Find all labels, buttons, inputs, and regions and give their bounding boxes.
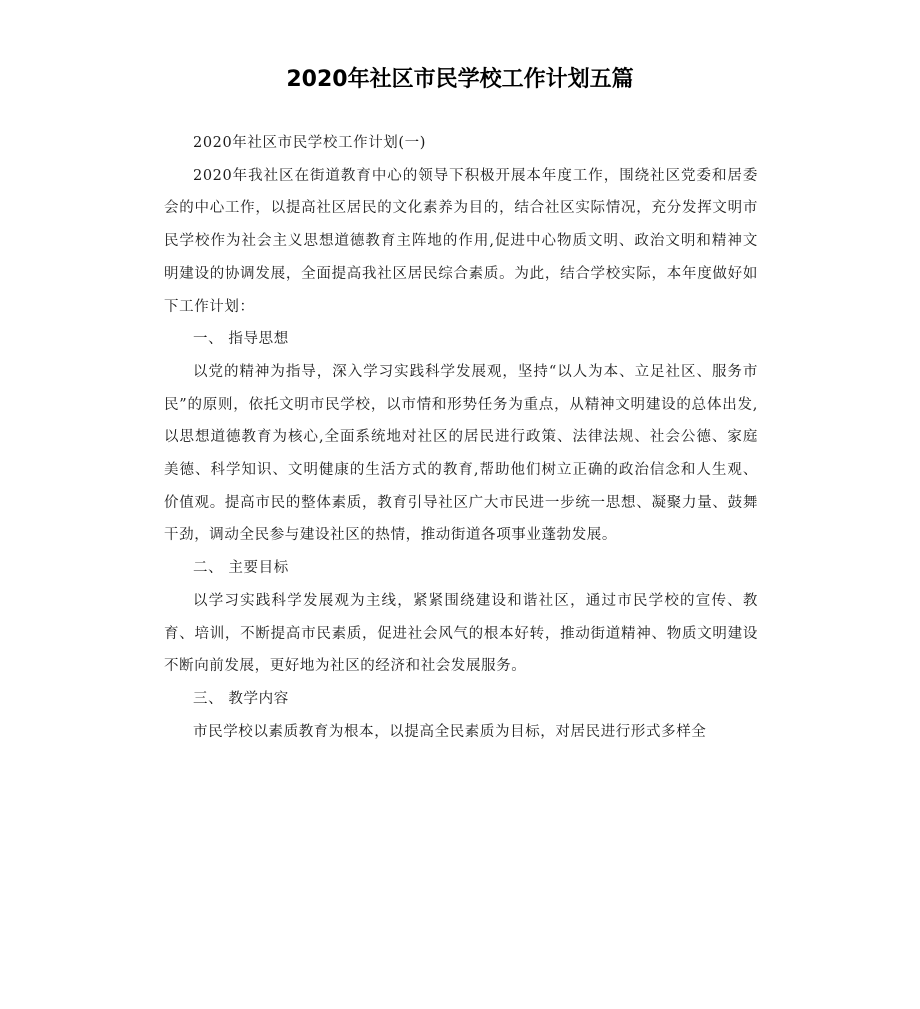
- section-subtitle: 2020年社区市民学校工作计划(一): [193, 135, 427, 151]
- section-heading-teaching-content: 三、 教学内容: [193, 690, 289, 707]
- document-title: 2020年社区市民学校工作计划五篇: [286, 67, 634, 92]
- intro-paragraph: 2020年我社区在街道教育中心的领导下积极开展本年度工作，围绕社区党委和居委会的中心工作，以提高社区居民的文化素养为目的，结合社区实际情况，充分发挥文明市民学校作为社会主义思想道德教育主阵地的作用,促进中心物质文明、政治文明和精神文明建设的协调发展，全面提高我社区居民综合素质。为此，结合学校实际，本年度做好如下工作计划：: [164, 167, 758, 315]
- section-heading-main-goals: 二、 主要目标: [193, 560, 289, 577]
- document-body: [164, 127, 758, 748]
- main-goals-paragraph: 以学习实践科学发展观为主线，紧紧围绕建设和谐社区，通过市民学校的宣传、教育、培训，不断提高市民素质，促进社会风气的根本好转，推动街道精神、物质文明建设不断向前发展，更好地为社区的经济和社会发展服务。: [164, 592, 758, 675]
- guiding-ideology-paragraph: 以党的精神为指导，深入学习实践科学发展观，坚持“以人为本、立足社区、服务市民”的原则，依托文明市民学校，以市情和形势任务为重点，从精神文明建设的总体出发,以思想道德教育为核心,全面系统地对社区的居民进行政策、法律法规、社会公德、家庭美德、科学知识、文明健康的生活方式的教育,帮助他们树立正确的政治信念和人生观、价值观。提高市民的整体素质，教育引导社区广大市民进一步统一思想、凝聚力量、鼓舞干劲，调动全民参与建设社区的热情，推动街道各项事业蓬勃发展。: [164, 363, 758, 544]
- teaching-content-paragraph: 市民学校以素质教育为根本，以提高全民素质为目标，对居民进行形式多样全: [193, 723, 707, 740]
- section-heading-guiding-ideology: 一、 指导思想: [193, 331, 289, 348]
